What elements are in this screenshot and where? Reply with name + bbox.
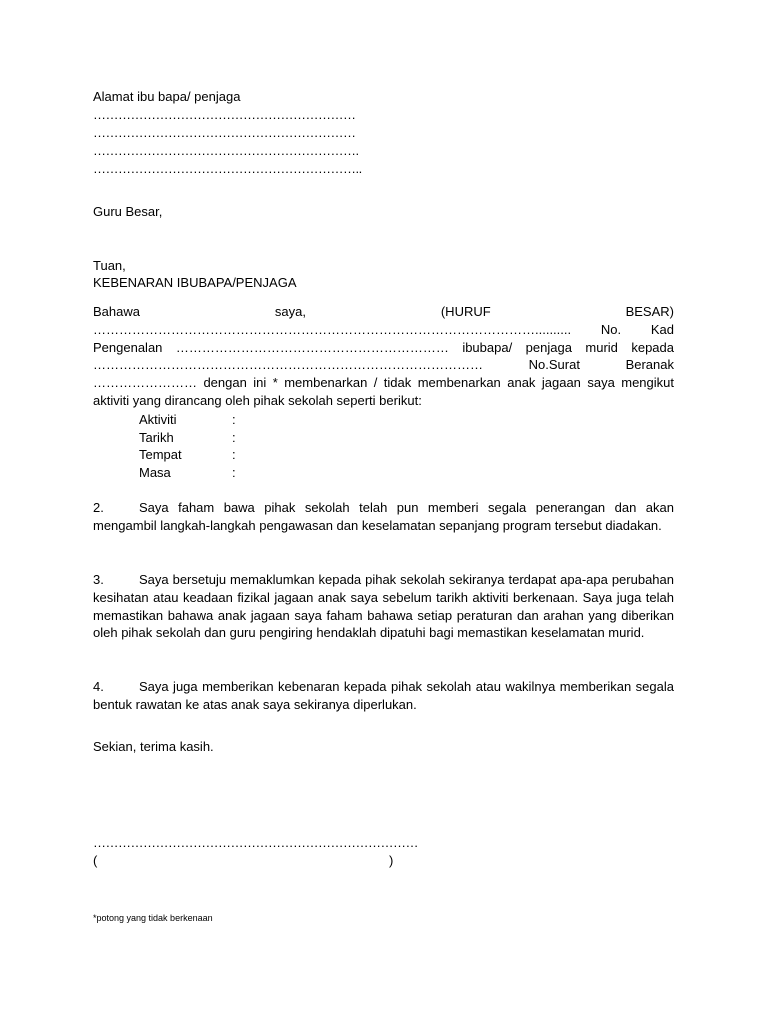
address-line-4: ……………………………………………………….. [93,161,362,176]
clause-text: Saya juga memberikan kebenaran kepada pihak sekolah atau wakilnya memberikan segala bentuk rawatan ke atas anak saya sekiranya diperlukan. [93,679,674,712]
clause-3 [93,571,674,642]
clause-text: Saya bersetuju memaklumkan kepada pihak sekolah sekiranya terdapat apa-apa perubahan kesihatan atau keadaan fizikal jagaan anak saya sebelum tarikh aktiviti berkenaan. Saya juga telah memastikan bahawa anak jagaan saya faham bahawa setiap peraturan dan arahan yang diberikan oleh pihak sekolah dan guru pengiring hendaklah dipatuhi bagi memastikan keselamatan murid. [93,572,674,641]
name-open-paren: ( [93,853,98,868]
field-label-place: Tempat [139,447,182,462]
field-label-activity: Aktiviti [139,412,177,427]
clause-4 [93,678,674,714]
field-separator: : [232,447,236,462]
signature-line: …………………………………………………………………… [93,835,418,850]
clause-number: 2. [93,500,104,515]
recipient: Guru Besar, [93,204,163,219]
salutation: Tuan, [93,258,126,273]
closing: Sekian, terima kasih. [93,739,214,754]
address-heading: Alamat ibu bapa/ penjaga [93,89,241,104]
letter-title: KEBENARAN IBUBAPA/PENJAGA [93,275,297,290]
clause-number: 4. [93,679,104,694]
clause-2 [93,499,674,535]
address-line-1: ……………………………………………………… [93,107,356,122]
field-label-time: Masa [139,465,171,480]
field-label-date: Tarikh [139,430,174,445]
clause-text: Saya faham bawa pihak sekolah telah pun memberi segala penerangan dan akan mengambil langkah-langkah pengawasan dan keselamatan sepanjang program tersebut diadakan. [93,500,674,533]
field-separator: : [232,412,236,427]
field-separator: : [232,465,236,480]
name-close-paren: ) [389,853,394,868]
field-separator: : [232,430,236,445]
address-line-2: ……………………………………………………… [93,125,356,140]
intro-paragraph: Bahawa saya, (HURUF BESAR) ………………………………………………………………………………………….......... No. Kad Pengenalan ……………………………………………………… ibubapa/ penjaga murid kepada ……………………………………………………………………………… No.Surat Beranak …………………… dengan ini * membenarkan / tidak membenarkan anak jagaan saya mengikut aktiviti yang dirancang oleh pihak sekolah seperti berikut: [93,304,674,408]
footnote: *potong yang tidak berkenaan [93,913,213,923]
address-line-3: ………………………………………………………. [93,143,359,158]
clause-number: 3. [93,572,104,587]
